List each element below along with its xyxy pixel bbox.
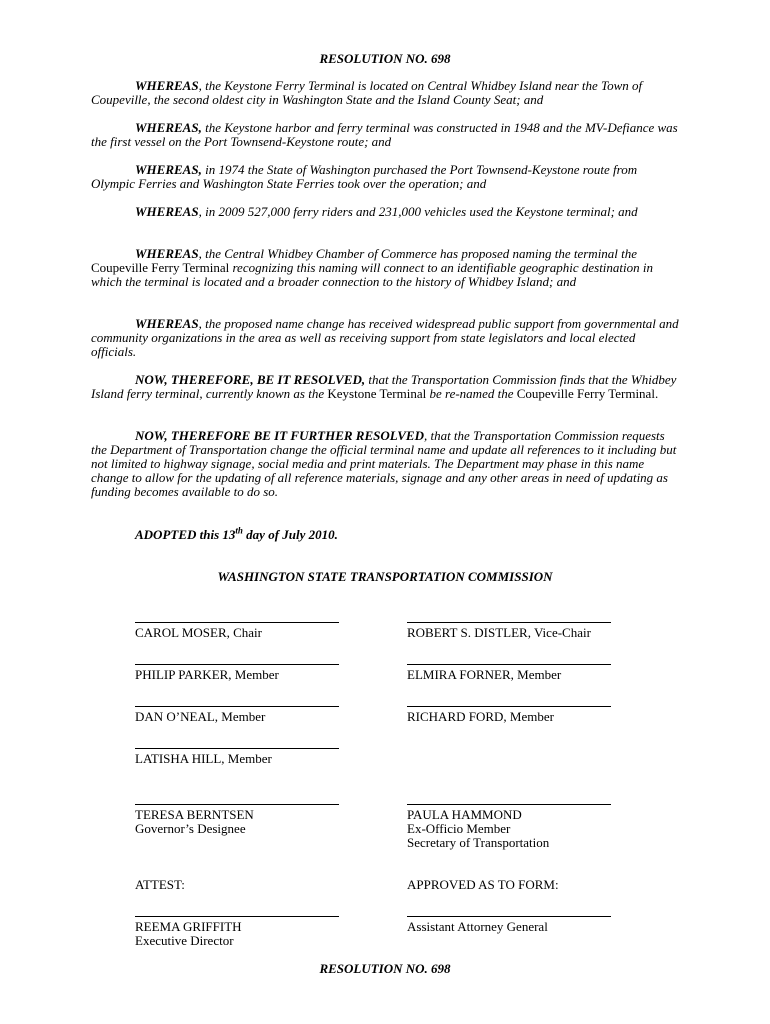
further-resolved-paragraph: NOW, THEREFORE BE IT FURTHER RESOLVED, that the Transportation Commission requests the Department of Transportation change the official terminal name and update all references to it including but not limited to highway signage, social media and print materials. The Department may phase in this name change to allow for the updating of all reference materials, signage and any other areas in need of updating as funding becomes available to do so. xyxy=(91,428,677,499)
signature-line xyxy=(135,916,339,917)
signature-line xyxy=(135,622,339,623)
whereas-paragraph-6: WHEREAS, the proposed name change has received widespread public support from governmental and community organizations in the area as well as receiving support from state legislators and local elected officials. xyxy=(91,316,679,359)
signature-line xyxy=(407,804,611,805)
resolution-title: RESOLUTION NO. 698 xyxy=(319,51,451,66)
signature-block-aag: Assistant Attorney General xyxy=(407,916,613,934)
signature-line xyxy=(135,664,339,665)
signature-block-berntsen: TERESA BERNTSEN Governor’s Designee xyxy=(135,804,341,836)
signature-block-hammond: PAULA HAMMOND Ex-Officio Member Secretary of Transportation xyxy=(407,804,613,850)
signature-block-hill: LATISHA HILL, Member xyxy=(135,748,341,766)
resolution-footer: RESOLUTION NO. 698 xyxy=(319,961,451,976)
signature-block-griffith: REEMA GRIFFITH Executive Director xyxy=(135,916,341,948)
signature-block-parker: PHILIP PARKER, Member xyxy=(135,664,341,682)
signature-line xyxy=(135,706,339,707)
signature-line xyxy=(407,622,611,623)
attest-label: ATTEST: xyxy=(135,877,185,892)
signature-line xyxy=(135,748,339,749)
whereas-paragraph-1: WHEREAS, the Keystone Ferry Terminal is located on Central Whidbey Island near the Town of Coupeville, the second oldest city in Washington State and the Island County Seat; and xyxy=(91,78,643,107)
signature-block-oneal: DAN O’NEAL, Member xyxy=(135,706,341,724)
whereas-paragraph-5: WHEREAS, the Central Whidbey Chamber of Commerce has proposed naming the terminal the Coupeville Ferry Terminal recognizing this naming will connect to an identifiable geographic destination in which the terminal is located and a broader connection to the history of Whidbey Island; and xyxy=(91,246,654,289)
signature-block-distler: ROBERT S. DISTLER, Vice-Chair xyxy=(407,622,613,640)
signature-block-forner: ELMIRA FORNER, Member xyxy=(407,664,613,682)
signature-line xyxy=(407,916,611,917)
resolved-paragraph: NOW, THEREFORE, BE IT RESOLVED, that the Transportation Commission finds that the Whidbey Island ferry terminal, currently known as the Keystone Terminal be re-named the Coupeville Ferry Terminal. xyxy=(91,372,677,401)
signature-line xyxy=(135,804,339,805)
signature-line xyxy=(407,706,611,707)
adopted-date: ADOPTED this 13th day of July 2010. xyxy=(135,525,338,542)
whereas-paragraph-4: WHEREAS, in 2009 527,000 ferry riders and 231,000 vehicles used the Keystone terminal; and xyxy=(135,204,638,219)
signature-line xyxy=(407,664,611,665)
signature-block-moser: CAROL MOSER, Chair xyxy=(135,622,341,640)
whereas-paragraph-3: WHEREAS, in 1974 the State of Washington purchased the Port Townsend-Keystone route from Olympic Ferries and Washington State Ferries took over the operation; and xyxy=(91,162,638,191)
signature-block-ford: RICHARD FORD, Member xyxy=(407,706,613,724)
approved-as-to-form-label: APPROVED AS TO FORM: xyxy=(407,877,559,892)
commission-heading: WASHINGTON STATE TRANSPORTATION COMMISSION xyxy=(217,569,553,584)
whereas-paragraph-2: WHEREAS, the Keystone harbor and ferry terminal was constructed in 1948 and the MV-Defiance was the first vessel on the Port Townsend-Keystone route; and xyxy=(91,120,678,149)
